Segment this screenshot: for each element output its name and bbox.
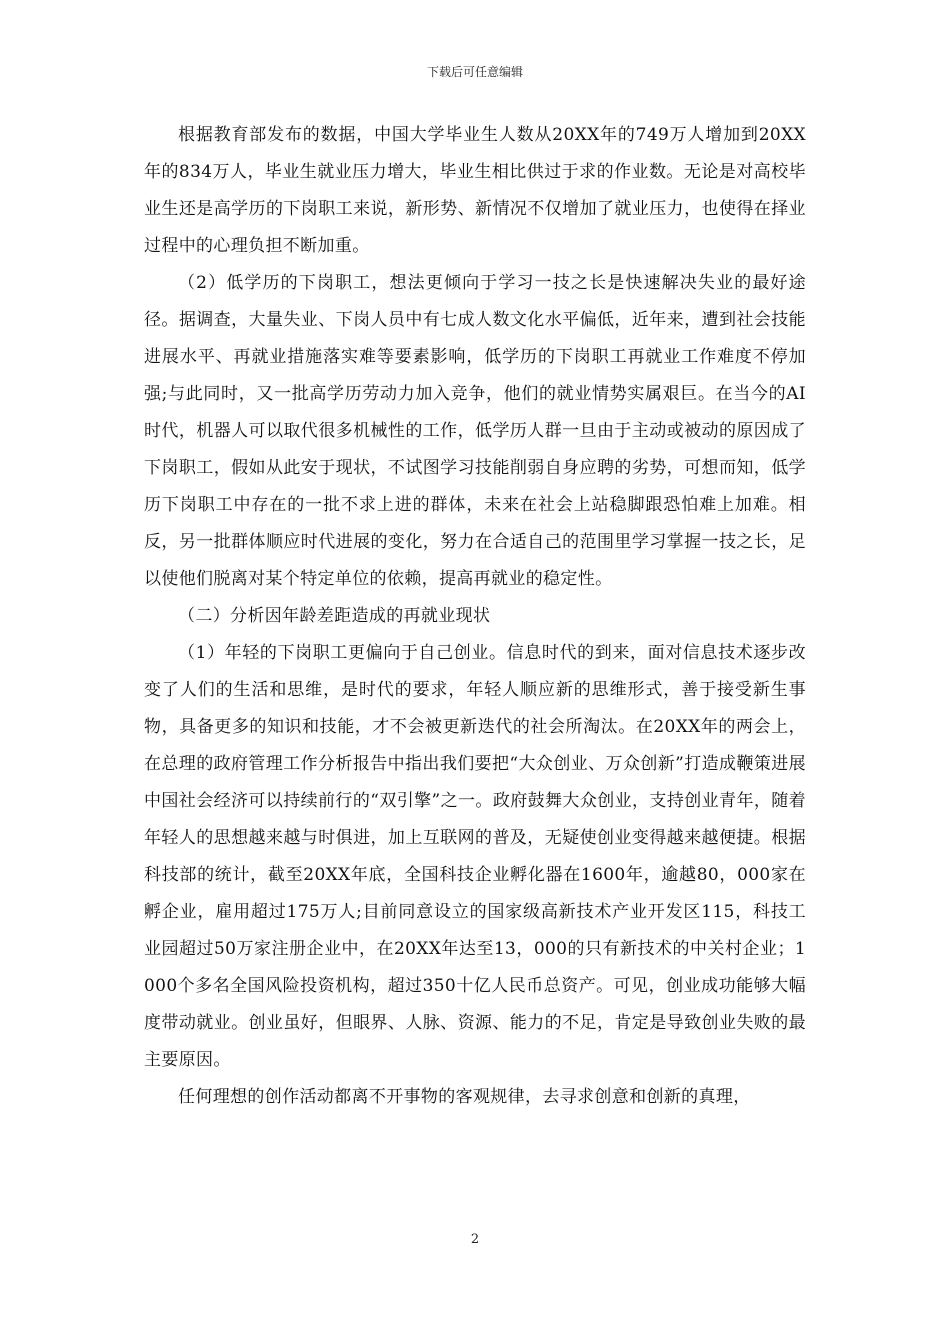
paragraph-creative-activity: 任何理想的创作活动都离不开事物的客观规律，去寻求创意和创新的真理， [178,1087,751,1107]
paragraph-graduate-pressure: 根据教育部发布的数据，中国大学毕业生人数从20XX年的749万人增加到20XX年的834万人，毕业生就业压力增大，毕业生相比供过于求的作业数。无论是对高校毕业生还是高学历的下岗职工来说，新形势、新情况不仅增加了就业压力，也使得在择业过程中的心理负担不断加重。 [144,125,806,256]
paragraph-young-entrepreneurship: （1）年轻的下岗职工更偏向于自己创业。信息时代的到来，面对信息技术逐步改变了人们的生活和思维，是时代的要求，年轻人顺应新的思维形式，善于接受新生事物，具备更多的知识和技能，才不会被更新迭代的社会所淘汰。在20XX年的两会上，在总理的政府管理工作分析报告中指出我们要把“大众创业、万众创新”打造成鞭策进展中国社会经济可以持续前行的“双引擎”之一。政府鼓舞大众创业，支持创业青年，随着年轻人的思想越来越与时俱进，加上互联网的普及，无疑使创业变得越来越便捷。根据科技部的统计，截至20XX年底，全国科技企业孵化器在1600年，逾越80，000家在孵企业，雇用超过175万人;目前同意设立的国家级高新技术产业开发区115，科技工业园超过50万家注册企业中，在20XX年达至13，000的只有新技术的中关村企业；1000个多名全国风险投资机构，超过350十亿人民币总资产。可见，创业成功能够大幅度带动就业。创业虽好，但眼界、人脉、资源、能力的不足，肯定是导致创业失败的最主要原因。 [144,643,806,1070]
paragraph-low-education-workers: （2）低学历的下岗职工，想法更倾向于学习一技之长是快速解决失业的最好途径。据调查，大量失业、下岗人员中有七成人数文化水平偏低，近年来，遭到社会技能进展水平、再就业措施落实难等要素影响，低学历的下岗职工再就业工作难度不停加强;与此同时，又一批高学历劳动力加入竞争，他们的就业情势实属艰巨。在当今的AI时代，机器人可以取代很多机械性的工作，低学历人群一旦由于主动或被动的原因成了下岗职工，假如从此安于现状，不试图学习技能削弱自身应聘的劣势，可想而知，低学历下岗职工中存在的一批不求上进的群体，未来在社会上站稳脚跟恐怕难上加难。相反，另一批群体顺应时代进展的变化，努力在合适自己的范围里学习掌握一技之长，足以使他们脱离对某个特定单位的依赖，提高再就业的稳定性。 [144,273,806,589]
page-number: 2 [470,1232,480,1247]
section-heading-age-gap: （二）分析因年龄差距造成的再就业现状 [178,606,491,626]
document-body [144,117,806,1116]
page-header: 下载后可任意编辑 [426,65,523,79]
